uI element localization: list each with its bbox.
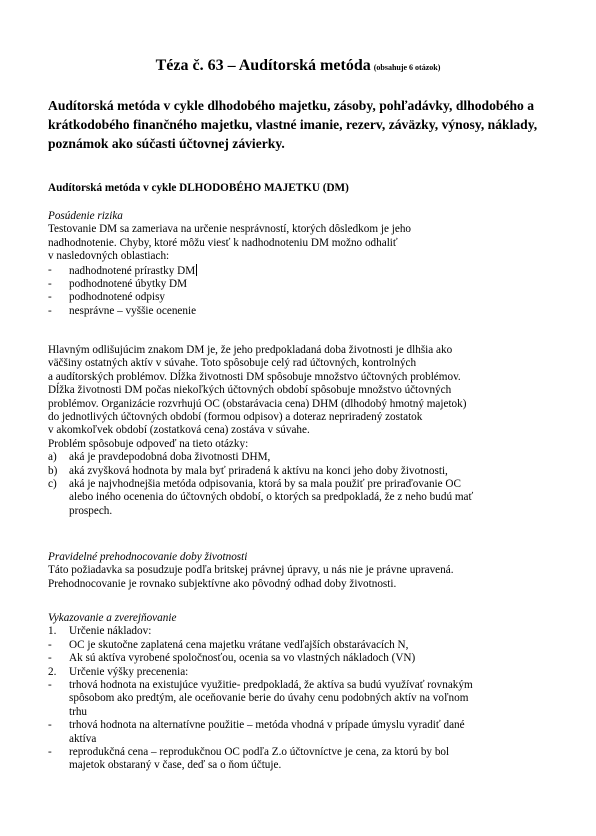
paragraph-line: a audítorských problémov. Dĺžka životnosti DM spôsobuje množstvo účtovných problémov. bbox=[48, 370, 461, 383]
question-item: b) aká zvyšková hodnota by mala byť priradená k aktívu na konci jeho doby životnosti, bbox=[48, 464, 448, 477]
revaluation-title: Pravidelné prehodnocovanie doby životnosti bbox=[48, 551, 248, 563]
revaluation-line: Táto požiadavka sa posudzuje podľa britskej právnej úpravy, u nás nie je právne upravená. bbox=[48, 564, 454, 577]
paragraph-line: Problém spôsobuje odpoveď na tieto otázky: bbox=[48, 437, 249, 450]
paragraph-line: Hlavným odlišujúcim znakom DM je, že jeho predpokladaná doba životnosti je dlhšia ako bbox=[48, 344, 453, 356]
reporting-item: - reprodukčná cena – reprodukčnou OC podľa Z.o účtovníctve je cena, za ktorú by bol majetok obstaraný v čase, deď sa o ňom účtuje. bbox=[48, 746, 450, 772]
reporting-item: - trhová hodnota na existujúce využitie- predpokladá, že aktíva sa budú využívať rovnakým spôsobom ako predtým, ale oceňovanie berie do úvahy cenu podobných aktív na voľnom trhu bbox=[48, 679, 473, 718]
reporting-item: - OC je skutočne zaplatená cena majetku vrátane vedľajších obstarávacích N, bbox=[48, 638, 409, 651]
text-cursor bbox=[196, 264, 197, 276]
revaluation-line: Prehodnocovanie je rovnako subjektívne ako pôvodný odhad doby životnosti. bbox=[48, 577, 397, 590]
paragraph-line: problémov. Organizácie rozvrhujú OC (obstarávacia cena) DHM (dlhodobý hmotný majetok) bbox=[48, 397, 467, 410]
risk-line: nadhodnotenie. Chyby, ktoré môžu viesť k nadhodnoteniu DM možno odhaliť bbox=[48, 236, 398, 249]
reporting-item: - trhová hodnota na alternatívne použitie – metóda vhodná v prípade úmyslu vyradiť dané aktíva bbox=[48, 719, 465, 745]
question-item: a) aká je pravdepodobná doba životnosti DHM, bbox=[48, 451, 271, 464]
risk-section bbox=[48, 210, 568, 318]
risk-line: v nasledovných oblastiach: bbox=[48, 250, 170, 263]
risk-item: - nesprávne – vyššie ocenenie bbox=[48, 304, 197, 317]
reporting-item: 2. Určenie výšky precenenia: bbox=[48, 665, 189, 678]
dm-paragraph bbox=[48, 344, 568, 518]
risk-title: Posúdenie rizika bbox=[48, 210, 123, 222]
reporting-title: Vykazovanie a zverejňovanie bbox=[48, 612, 177, 624]
risk-item: - podhodnotené úbytky DM bbox=[48, 278, 188, 291]
paragraph-line: väčšiny ostatných aktív v súvahe. Toto spôsobuje celý rad účtovných, kontrolných bbox=[48, 357, 417, 370]
paragraph-line: do jednotlivých účtovných období (formou odpisov) a doteraz nepriradený zostatok bbox=[48, 411, 423, 424]
reporting-item: 1. Určenie nákladov: bbox=[48, 625, 152, 638]
reporting-section bbox=[48, 612, 568, 773]
revaluation-section bbox=[48, 551, 568, 591]
risk-item: - nadhodnotené prírastky DM bbox=[48, 263, 196, 277]
paragraph-line: Dĺžka životnosti DM počas niekoľkých účtovných období spôsobuje množstvo účtovných bbox=[48, 384, 452, 397]
question-item: c) aká je najvhodnejšia metóda odpisovania, ktorá by sa mala použiť pre priraďovanie OC alebo iného ocenenia do účtovných období, o ktorých sa predpokladá, že z neho budú mať prospech. bbox=[48, 478, 474, 517]
topic-heading: Audítorská metóda v cykle dlhodobého majetku, zásoby, pohľadávky, dlhodobého a krátkodobého finančného majetku, vlastné imanie, rezerv, záväzky, výnosy, náklady, poznámok ako súčasti účtovnej závierky. bbox=[48, 98, 538, 151]
reporting-item: - Ak sú aktíva vyrobené spoločnosťou, ocenia sa vo vlastných nákladoch (VN) bbox=[48, 652, 416, 665]
title-note: (obsahuje 6 otázok) bbox=[373, 63, 441, 72]
risk-item: - podhodnotené odpisy bbox=[48, 291, 166, 304]
risk-line: Testovanie DM sa zameriava na určenie nesprávností, ktorých dôsledkom je jeho bbox=[48, 223, 412, 236]
paragraph-line: v akomkoľvek období (zostatková cena) zostáva v súvahe. bbox=[48, 424, 310, 437]
section-heading-dm: Audítorská metóda v cykle DLHODOBÉHO MAJETKU (DM) bbox=[48, 182, 349, 194]
title-main: Téza č. 63 – Audítorská metóda bbox=[155, 57, 371, 74]
page-title bbox=[0, 57, 596, 75]
